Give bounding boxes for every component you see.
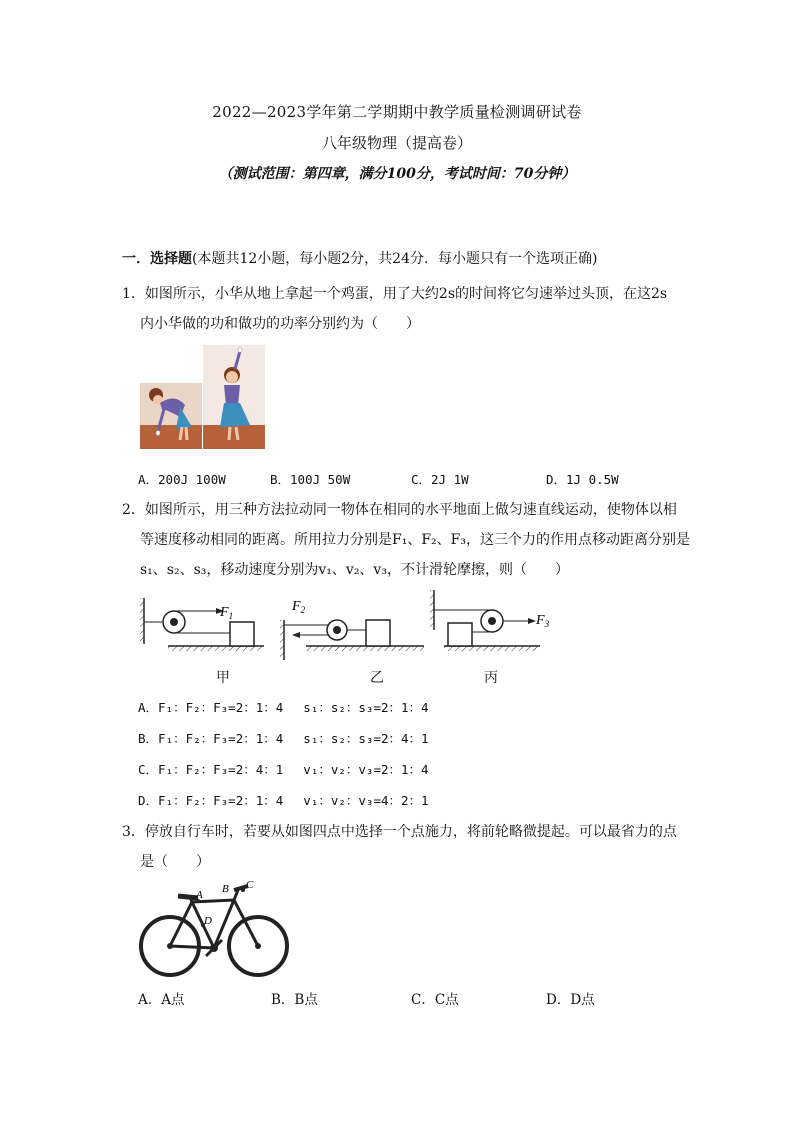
- section-heading: [122, 248, 597, 268]
- q3-options: [138, 988, 658, 1006]
- q2-option-a[interactable]: A．F₁：F₂：F₃=2：1：4 s₁：s₂：s₃=2：1：4: [138, 700, 429, 715]
- q1-option-b[interactable]: B．100J 50W: [270, 472, 351, 487]
- girl1-leg: [180, 427, 182, 440]
- pulley-diagrams: [136, 588, 556, 660]
- girl2-leg2: [236, 427, 238, 440]
- block-jia: [230, 622, 254, 646]
- girl2-body: [224, 385, 240, 405]
- q2-text-line2: 等速度移动相同的距离。所用拉力分别是F₁、F₂、F₃，这三个力的作用点移动距离分别是: [140, 532, 690, 548]
- q1-option-c[interactable]: C．2J 1W: [411, 472, 469, 487]
- diagram-bing: [430, 590, 550, 651]
- q1-text-line2: 内小华做的功和做功的功率分别约为（ ）: [140, 316, 420, 332]
- label-b: B: [222, 883, 229, 895]
- block-yi: [366, 620, 390, 646]
- panel-right-ground: [203, 425, 265, 449]
- q3-option-d[interactable]: D．D点: [546, 992, 595, 1008]
- exam-title: 2022—2023学年第二学期期中教学质量检测调研试卷: [212, 103, 582, 121]
- q1-figure: [140, 345, 265, 449]
- label-f1: $F_1$: [220, 605, 234, 621]
- arrow-f3: [528, 618, 536, 624]
- label-f3: $F_3$: [536, 613, 550, 629]
- label-d: D: [204, 915, 212, 927]
- q1-text-line1: 1．如图所示，小华从地上拿起一个鸡蛋，用了大约2s的时间将它匀速举过头顶，在这2s: [122, 286, 668, 302]
- q1-options: [138, 470, 658, 486]
- saddle: [178, 896, 198, 898]
- girl2-leg: [229, 427, 230, 440]
- q3-option-a[interactable]: A．A点: [138, 992, 185, 1008]
- q1-option-d[interactable]: D．1J 0.5W: [546, 472, 619, 487]
- egg-raised: [238, 348, 242, 353]
- label-c: C: [246, 879, 254, 891]
- q1-illustration: [140, 345, 265, 449]
- q2-text-line1: 2．如图所示，用三种方法拉动同一物体在相同的水平地面上做匀速直线运动，使物体以相: [122, 502, 677, 518]
- egg: [156, 431, 160, 436]
- q2-option-c[interactable]: C．F₁：F₂：F₃=2：4：1 v₁：v₂：v₃=2：1：4: [138, 762, 429, 777]
- q3-option-b[interactable]: B．B点: [271, 992, 318, 1008]
- exam-note: （测试范围：第四章，满分100分，考试时间：70分钟）: [218, 166, 576, 182]
- q3-text-line2: 是（ ）: [140, 854, 210, 870]
- label-a: A: [196, 889, 203, 901]
- exam-subtitle: 八年级物理（提高卷）: [321, 134, 472, 152]
- block-bing: [448, 623, 472, 646]
- girl2-face: [226, 371, 238, 383]
- caption-bing: 丙: [484, 670, 498, 686]
- q1-option-a[interactable]: A．200J 100W: [138, 472, 226, 487]
- point-b: [231, 899, 235, 903]
- label-f2: $F_2$: [292, 599, 306, 615]
- bicycle-diagram: [138, 876, 293, 980]
- section-desc: (本题共12小题，每小题2分，共24分．每小题只有一个选项正确): [192, 251, 598, 267]
- q2-option-d[interactable]: D．F₁：F₂：F₃=2：1：4 v₁：v₂：v₃=4：2：1: [138, 793, 429, 808]
- q2-figure: [136, 588, 556, 660]
- panel-left-ground: [140, 425, 202, 449]
- frame-top: [170, 900, 258, 946]
- q3-text-line1: 3．停放自行车时，若要从如图四点中选择一个点施力，将前轮略微提起。可以最省力的点: [122, 824, 677, 840]
- q3-figure: [138, 876, 293, 980]
- q2-text-line3: s₁、s₂、s₃，移动速度分别为v₁、v₂、v₃，不计滑轮摩擦，则（ ）: [140, 562, 569, 578]
- arrow-f2: [292, 632, 300, 638]
- q2-option-b[interactable]: B．F₁：F₂：F₃=2：1：4 s₁：s₂：s₃=2：4：1: [138, 731, 429, 746]
- q3-option-c[interactable]: C．C点: [411, 992, 459, 1008]
- caption-jia: 甲: [216, 670, 230, 686]
- caption-yi: 乙: [370, 670, 384, 686]
- section-label: 一．选择题: [122, 251, 192, 267]
- girl1-leg2: [186, 427, 187, 440]
- point-c: [241, 888, 245, 892]
- diagram-jia: [140, 598, 264, 651]
- diagram-yi: [280, 599, 424, 660]
